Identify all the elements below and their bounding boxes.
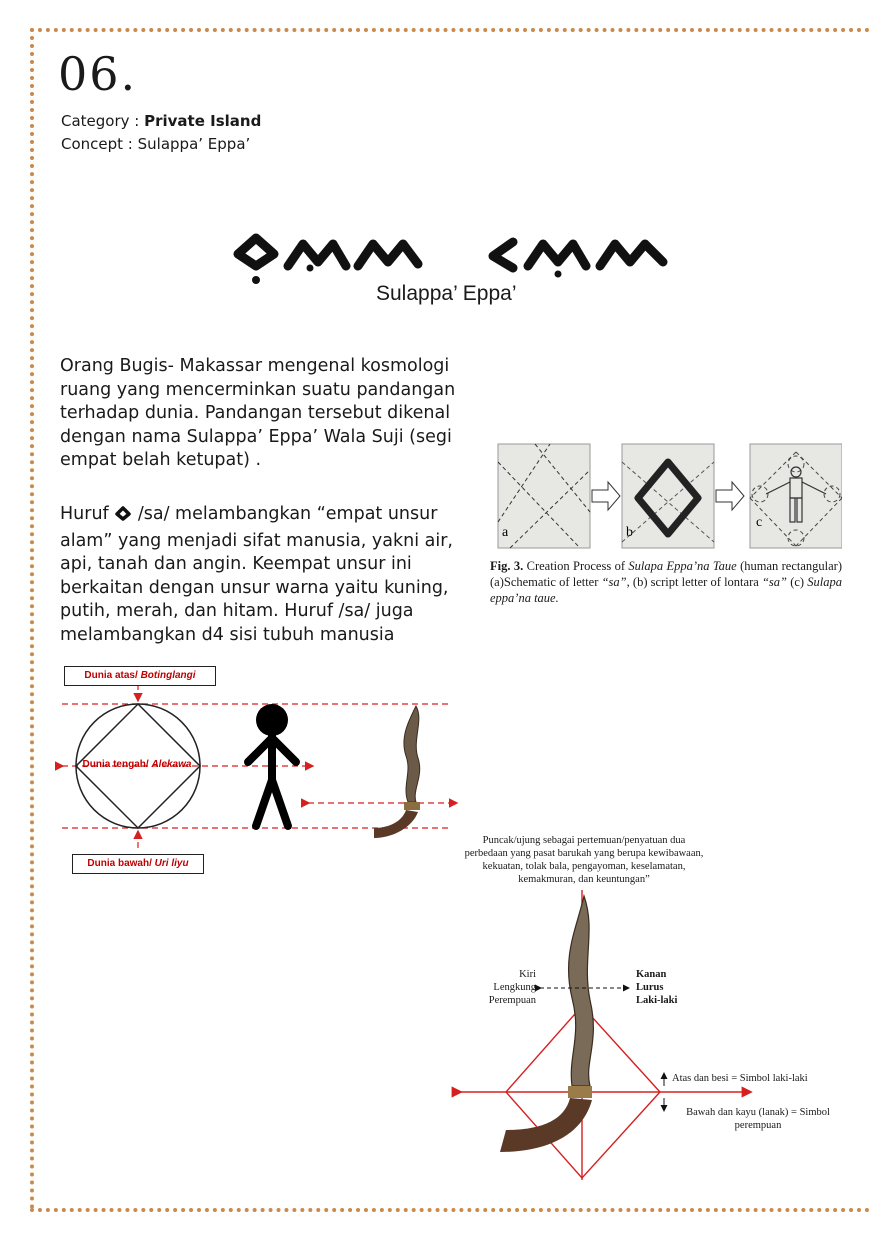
label-upper-world: Dunia atas/ Botinglangi [64,666,216,686]
sa-letter-icon [114,506,132,530]
paragraph-2-rest: /sa/ melambangkan “empat unsur alam” yang menjadi sifat manusia, yakni air, api, tanah dan angin. Keempat unsur ini berkaitan dengan unsur warna yaitu kuning, putih, merah, dan hitam. Huruf /sa/ juga melambangkan d4 sisi tubuh manusia [60,504,453,645]
label-lower-world: Dunia bawah/ Uri liyu [72,854,204,874]
page-number: 06. [58,47,138,101]
caption-fig-label: Fig. 3. [490,559,524,573]
category-label: Category : [61,112,140,130]
caption-text-1: Creation Process of [523,559,629,573]
border-top-dotted [30,28,870,32]
caption-italic-3: “sa” [761,575,788,589]
category-line [61,110,261,133]
caption-italic-4: Sulapa eppa’na taue. [490,575,842,605]
caption-text-2: (human rectangular) (a)Schematic of letter [490,559,843,589]
stick-figure-icon [248,734,296,826]
caption-italic-2: “sa” [601,575,627,589]
panel-a [498,444,590,548]
border-bottom-dotted [30,1208,870,1212]
figure-3-caption [490,558,842,606]
figure-3 [490,442,842,606]
meta-block [61,110,261,156]
paragraph-2-start: Huruf [60,504,115,524]
caption-italic-1: Sulapa Eppa’na Taue [628,559,737,573]
keris-upper-note: Atas dan besi = Simbol laki-laki [672,1073,808,1084]
keris-small-icon [374,706,420,838]
panel-b [622,444,714,548]
figure-3-panels [490,442,842,550]
keris-top-note: Puncak/ujung sebagai pertemuan/penyatuan dua perbedaan yang pasat barukah yang berupa kewibawaan, kekuatan, tolak bala, pengayoman, keselamatan, kemakmuran, dan keuntungan” [464,835,704,885]
keris-lower-note: Bawah dan kayu (lanak) = Simbol perempuan [686,1107,830,1131]
keris-right-labels: Kanan Lurus Laki-laki [636,969,678,1006]
caption-text-3: , (b) script letter of lontara [626,575,762,589]
panel-c-letter: c [756,515,763,530]
border-left-dotted [30,28,34,1210]
paragraph-2 [60,503,470,647]
keris-large-icon [500,896,593,1152]
concept-label: Concept : [61,135,133,153]
lontara-script-title [228,224,688,288]
keris-left-labels: Kiri Lengkung Perempuan [488,969,536,1006]
label-middle-world: Dunia tengah/ Alekawa [82,759,192,770]
caption-text-4: (c) [787,575,808,589]
cosmology-diagram [52,660,472,880]
panel-a-letter: a [502,525,509,540]
category-value: Private Island [144,112,262,130]
concept-value: Sulappa’ Eppa’ [137,135,251,153]
script-caption: Sulappa’ Eppa’ [376,282,517,305]
panel-c [750,444,842,548]
concept-line [61,133,261,156]
keris-symbolism-diagram [450,830,850,1190]
paragraph-1: Orang Bugis- Makassar mengenal kosmologi ruang yang mencerminkan suatu pandangan terhadap dunia. Pandangan tersebut dikenal dengan nama Sulappa’ Eppa’ Wala Suji (segi empat belah ketupat) . [60,356,456,470]
panel-b-letter: b [626,525,633,540]
